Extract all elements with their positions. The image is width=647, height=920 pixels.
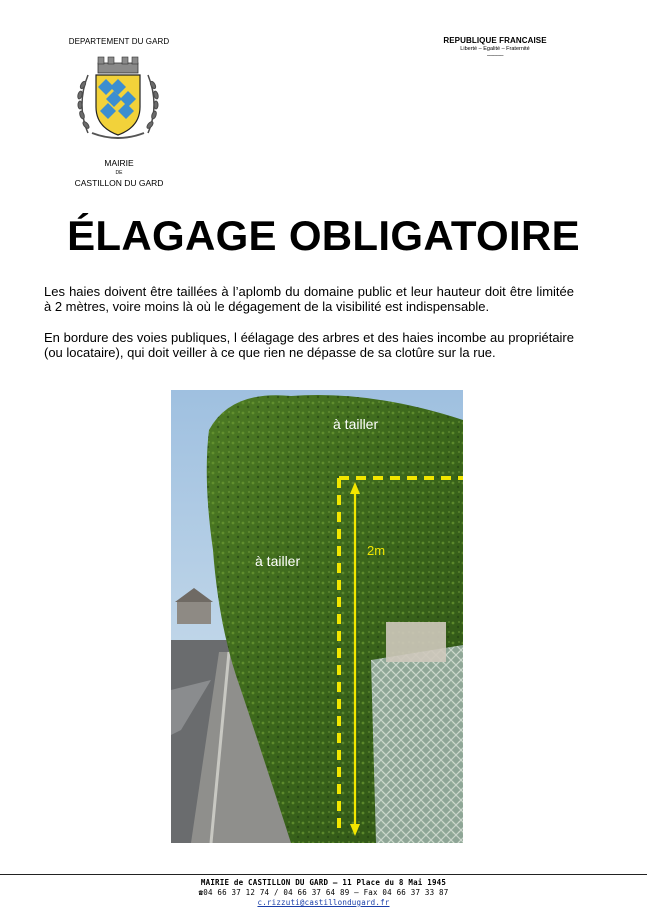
hedge-photo: [171, 390, 463, 843]
department-label: DEPARTEMENT DU GARD: [68, 37, 170, 46]
motto-label: Liberté – Egalité – Fraternité: [460, 46, 530, 52]
page-title: ÉLAGAGE OBLIGATOIRE: [67, 212, 580, 259]
label-height: 2m: [367, 543, 386, 558]
paragraph-1: Les haies doivent être taillées à l’aplomb du domaine public et leur hauteur doit être limitée à 2 mètres, voire moins là où le dégagement de la visibilité est indispensable.: [44, 284, 574, 314]
footer-divider: [0, 874, 647, 875]
label-a-tailler-side: à tailler: [255, 553, 301, 569]
coat-of-arms-icon: [74, 55, 162, 141]
republic-label: REPUBLIQUE FRANCAISE: [443, 36, 547, 45]
commune-label: CASTILLON DU GARD: [74, 178, 164, 188]
mairie-de-label: DE: [115, 170, 123, 176]
footer-email-link[interactable]: c.rizzuti@castillondugard.fr: [257, 898, 390, 907]
footer-address: MAIRIE de CASTILLON DU GARD – 11 Place du 8 Mai 1945: [200, 878, 447, 887]
mairie-block: [64, 157, 174, 189]
republic-block: [440, 36, 550, 59]
paragraph-2: En bordure des voies publiques, l éélagage des arbres et des haies incombe au propriétaire (ou locataire), qui doit veiller à ce que rien ne dépasse de sa clotûre sur la rue.: [44, 330, 574, 360]
separator-label: --------------: [486, 53, 504, 59]
footer-phone: ☎04 66 37 12 74 / 04 66 37 64 89 – Fax 04 66 37 33 87: [198, 888, 449, 897]
mairie-label: MAIRIE: [104, 158, 134, 168]
label-a-tailler-top: à tailler: [333, 416, 379, 432]
